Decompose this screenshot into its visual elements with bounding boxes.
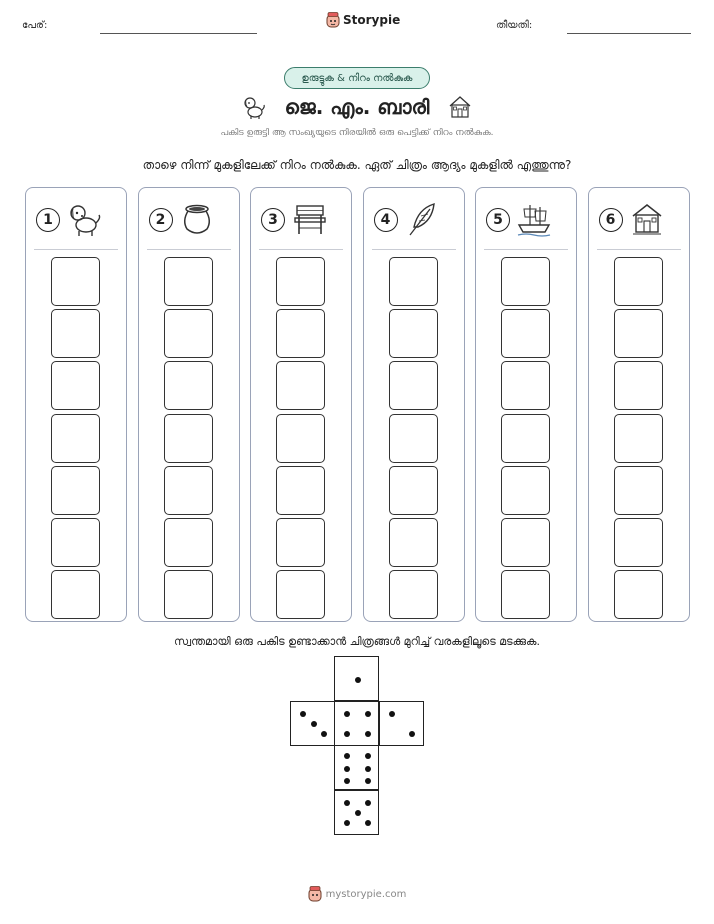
column-divider [597,249,681,250]
column-divider [34,249,118,250]
roll-column-6 [588,187,690,622]
color-box[interactable] [276,414,325,463]
dice-pip [409,731,415,737]
roll-column-1 [25,187,127,622]
color-box[interactable] [389,257,438,306]
house-icon [629,201,667,239]
dice-pip [365,766,371,772]
color-box[interactable] [276,257,325,306]
color-box[interactable] [276,361,325,410]
color-box[interactable] [51,257,100,306]
color-box[interactable] [51,361,100,410]
dice-pip [311,721,317,727]
brand-name: Storypie [343,13,401,27]
activity-pill: ഉരുട്ടുക & നിറം നൽകുക [284,67,430,89]
color-box[interactable] [51,518,100,567]
column-header [149,202,229,238]
name-label: പേര്: [22,20,48,31]
dice-pip [344,800,350,806]
dice-pip [321,731,327,737]
column-header [599,202,679,238]
dice-pip [355,677,361,683]
color-box[interactable] [614,257,663,306]
dice-pip [344,731,350,737]
dice-pip [344,753,350,759]
color-box[interactable] [164,414,213,463]
title-row [0,92,714,122]
column-header [486,202,566,238]
column-divider [484,249,568,250]
roll-column-2 [138,187,240,622]
feather-icon [404,201,442,239]
color-box[interactable] [164,309,213,358]
storypie-mascot-icon [308,886,322,902]
ship-icon [516,201,554,239]
storypie-mascot-icon [326,12,340,28]
dice-pip [355,810,361,816]
color-box[interactable] [51,466,100,515]
color-box[interactable] [614,361,663,410]
color-box[interactable] [51,309,100,358]
dice-face-2 [379,701,424,746]
dice-face-4 [334,701,379,746]
color-box[interactable] [276,518,325,567]
column-divider [259,249,343,250]
footer-url[interactable]: mystorypie.com [325,888,407,900]
color-box[interactable] [501,309,550,358]
dice-pip [344,778,350,784]
color-box[interactable] [51,570,100,619]
color-box[interactable] [389,361,438,410]
dice-pip [365,711,371,717]
color-box[interactable] [164,570,213,619]
pot-icon [179,201,217,239]
color-box[interactable] [501,518,550,567]
color-box[interactable] [501,570,550,619]
dice-face-5 [334,790,379,835]
color-box[interactable] [614,570,663,619]
dice-face-1 [334,656,379,701]
bench-icon [291,201,329,239]
color-box[interactable] [389,570,438,619]
dice-pip [365,820,371,826]
roll-column-4 [363,187,465,622]
house-icon [447,94,473,120]
column-header [261,202,341,238]
color-box[interactable] [501,466,550,515]
name-line[interactable] [100,33,257,34]
date-line[interactable] [567,33,691,34]
column-number: 3 [261,208,285,232]
color-box[interactable] [501,361,550,410]
dice-face-3 [290,701,335,746]
column-number: 1 [36,208,60,232]
footer [0,886,714,902]
brand-logo [326,12,400,28]
roll-column-3 [250,187,352,622]
column-header [374,202,454,238]
dice-face-6 [334,745,379,790]
color-box[interactable] [614,309,663,358]
puppy-icon [66,201,104,239]
color-box[interactable] [276,466,325,515]
dice-pip [365,800,371,806]
dice-pip [365,731,371,737]
dice-pip [365,778,371,784]
color-box[interactable] [276,570,325,619]
color-box[interactable] [51,414,100,463]
column-divider [147,249,231,250]
color-box[interactable] [501,257,550,306]
column-header [36,202,116,238]
color-box[interactable] [276,309,325,358]
color-box[interactable] [389,414,438,463]
dice-pip [344,766,350,772]
color-box[interactable] [614,414,663,463]
column-number: 5 [486,208,510,232]
color-box[interactable] [164,257,213,306]
color-box[interactable] [389,518,438,567]
color-box[interactable] [614,518,663,567]
color-box[interactable] [501,414,550,463]
dice-pip [300,711,306,717]
color-box[interactable] [614,466,663,515]
dice-pip [344,820,350,826]
color-box[interactable] [389,309,438,358]
date-label: തീയതി: [496,20,533,31]
dice-pip [389,711,395,717]
dice-pip [365,753,371,759]
instruction: താഴെ നിന്ന് മുകളിലേക്ക് നിറം നൽകുക. ഏത് ചിത്രം ആദ്യം മുകളിൽ എത്തുന്നു? [142,158,572,172]
column-divider [372,249,456,250]
column-number: 2 [149,208,173,232]
column-number: 6 [599,208,623,232]
fold-instruction: സ്വന്തമായി ഒരു പകിട ഉണ്ടാക്കാൻ ചിത്രങ്ങൾ മുറിച്ച് വരകളിലൂടെ മടക്കുക. [174,635,540,648]
color-box[interactable] [164,466,213,515]
page-title: ജെ. എം. ബാരി [284,95,430,119]
column-number: 4 [374,208,398,232]
roll-column-5 [475,187,577,622]
subtitle: പകിട ഉരുട്ടി ആ സംഖ്യയുടെ നിരയിൽ ഒരു പെട്ടിക്ക് നിറം നൽകുക. [220,128,494,138]
color-box[interactable] [389,466,438,515]
puppy-icon [241,94,267,120]
dice-pip [344,711,350,717]
color-box[interactable] [164,518,213,567]
color-box[interactable] [164,361,213,410]
